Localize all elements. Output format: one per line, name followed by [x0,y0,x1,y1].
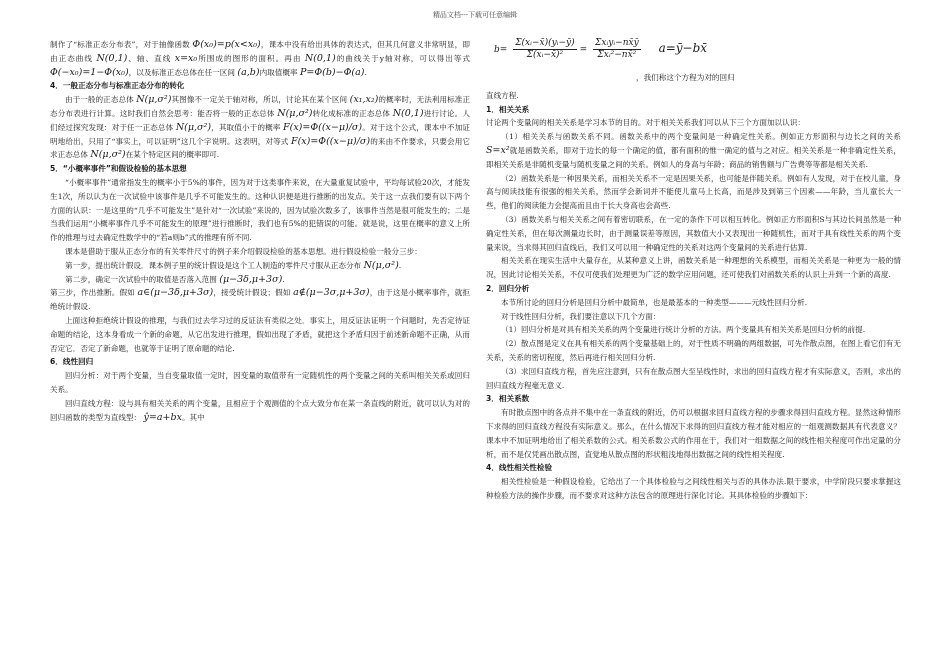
paragraph: 第三步，作出推断。假如 a∈(μ−3δ,μ+3σ)，接受统计假设；假如 a∉(μ−3σ,μ+3σ)，由于这是小概率事件，就拒绝统计假设. [50,287,471,312]
paragraph: 上面这种拒绝统计假设的推理，与我们过去学习过的反证法有类似之处．事实上，用反证法证明一个问题时，先否定待证命题的结论，这本身看成一个新的命题，从它出发进行推理，假如出现了矛盾，就把这个矛盾归因于前述新命题不正确，从而否定它．否定了新命题，也就等于证明了原命题的结论. [50,315,470,353]
fraction: $\frac{\text{Σxᵢyᵢ−nx̄ȳ}}{\text{Σxᵢ²−nx̄²}}$ [595,38,639,60]
paragraph: 直线方程. [486,90,519,100]
section-heading: 4．线性相关性检验 [486,463,553,473]
formula: F(x)=Φ((x−μ)/σ) [283,121,363,133]
section-heading: 1．相关关系 [486,104,530,114]
paragraph: 第二步，确定一次试验中的取值是否落入范围 (μ−3δ,μ+3σ). [65,273,285,285]
formula: N(0,1) [392,107,424,119]
formula: a=ȳ−bx̄ [658,41,708,55]
paragraph: 讨论两个变量间的相关关系是学习本节的目的。对于相关关系我们可以从下三个方面加以认识： [486,118,805,128]
formula: P=Φ(b)−Φ(a) [299,66,365,78]
section-heading: 5．“小概率事件”和假设检验的基本思想 [50,164,187,174]
paragraph: 回归直线方程：设与具有相关关系的两个变量，且相应于个观测值的个点大致分布在某一条直线的附近，就可以认为对的回归函数的类型为直线型： ŷ=a+bx。其中 [50,398,470,423]
paragraph: （1）回归分析是对具有相关关系的两个变量进行统计分析的方法。两个变量具有相关关系是回归分析的前提. [501,325,866,335]
paragraph: 制作了“标准正态分布表”，对于抽像函数 Φ(x₀)=p(x<x₀)，课本中没有给出具体的表达式，但其几何意义非常明显，即由正态曲线 N(0,1)、轴、直线 x=x₀所围成的图形的面积。再由 N(0,1)的曲线关于y轴对称，可以得出等式 Φ(−x₀)=1−Φ(x₀)，以及标准正态总体在任一区间 (a,b)内取值概率 P=Φ(b)−Φ(a). [50,39,470,78]
paragraph: 有时散点图中的各点并不集中在一条直线的附近，仍可以根据求回归直线方程的步骤求得回归直线方程。显然这种情形下求得的回归直线方程没有实际意义。那么，在什么情况下求得的回归直线方程才能对相应的一组观测数据具有代表意义？课本中不加证明地给出了相关系数的公式。相关系数公式的作用在于，我们对一组数据之间的线性相关程度可作出定量的分析，而不是仅凭画出散点图，直觉地从散点图的形状粗浅地得出数据之间的线性相关程度. [486,408,901,459]
formula: S=x² [486,144,510,156]
left-column [50,38,470,424]
section-heading: 3．相关系数 [486,394,530,404]
fraction: $\frac{\text{Σ(xᵢ−x̄)(yᵢ−ȳ)}}{\text{Σ(xᵢ−x̄)²}}$ [515,38,575,60]
paragraph: （2）散点图是定义在具有相关系的两个变量基础上的，对于性质不明确的两组数据，可先作散点图，在图上看它们有无关系，关系的密切程度，然后再进行相关回归分析. [486,339,901,362]
paragraph: 相关性检验是一种假设检验，它给出了一个具体检验与之间线性相关与否的具体办法.限于要求，中学阶段只要求掌握这种检验方法的操作步骤，而不要求对这种方法包含的原理进行深化讨论。其具体检验的步骤如下： [486,477,901,500]
paragraph: （2）函数关系是一种因果关系，而相关关系不一定是因果关系，也可能是伴随关系。例如有人发现，对于在校儿童，身高与阅读技能有很强的相关关系，然而学会新词并不能使儿童马上长高，而是涉及到第三个因素——年龄，当儿童长大一些，他们的阅读能力会提高而且由于长大身高也会高些. [486,173,901,211]
paragraph: （3）函数关系与相关关系之间有着密切联系，在一定的条件下可以相互转化。例如正方形面积S与其边长间虽然是一种确定性关系，但在每次测量边长时，由于测量误差等原因，其数值大小又表现出一种随机性，而对于具有线性关系的两个变量来说，当求得其回归直线后，我们又可以用一种确定性的关系对这两个变量间的关系进行估算. [486,214,901,252]
formula: N(μ,σ²) [175,121,212,133]
formula: x=x₀ [174,52,198,64]
paragraph: ，我们称这个方程为对的回归 [636,73,735,82]
formula: Φ(−x₀)=1−Φ(x₀) [50,66,129,78]
right-column [486,38,901,503]
paragraph: 回归分析：对于两个变量，当自变量取值一定时，因变量的取值带有一定随机性的两个变量之间的关系叫相关关系或回归关系。 [50,371,470,394]
formula: N(μ,σ²) [136,94,172,106]
paragraph: （3）求回归直线方程，首先应注意到，只有在散点图大至呈线性时，求出的回归直线方程才有实际意义，否则，求出的回归直线方程毫无意义. [486,366,901,390]
formula: N(μ,σ²) [277,107,313,119]
formula: a∉(μ−3σ,μ+3σ) [293,287,370,299]
paragraph: 课本是借助于服从正态分布的有关零件尺寸的例子来介绍假设检验的基本思想。进行假设检验一般分三步： [65,246,422,256]
formula: ŷ=a+bx [143,411,182,423]
paragraph: 对于线性回归分析，我们要注意以下几个方面： [501,311,661,321]
page-header: 精品文档---下载可任意编辑 [432,11,518,19]
formula: N(μ,σ²) [90,149,126,161]
paragraph: 由于一般的正态总体 N(μ,σ²)其图像不一定关于轴对称，所以，讨论其在某个区间 (x₁,x₂)的概率时，无法利用标准正态分布表进行计算。这时我们自然会思考：能否将一般的正态总体 N(μ,σ²)转化成标准的正态总体 N(0,1)进行讨论。人们经过探究发现：对于任一正态总体 N(μ,σ²)，其取值小于的概率 F(x)=Φ((x−μ)/σ)。对于这个公式，课本中不加证明地给出，只用了“事实上，可以证明”这几个字说明。这表明，对等式 F(x)=Φ((x−μ)/σ)的来由不作要求，只要会用它求正态总体 N(μ,σ²)在某个特定区间的概率即可. [50,94,471,161]
formula: F(x)=Φ((x−μ)/σ) [290,135,371,147]
formula: N(0,1) [96,52,128,64]
paragraph: 相关关系在现实生活中大量存在，从某种意义上讲，函数关系是一种理想的关系模型，而相关关系是一种更为一般的情况，因此讨论相关关系，不仅可使我们处理更为广泛的数学应用问题，还可使我们对函数关系的认识上升到一个新的高度. [486,256,901,280]
paragraph: “小概率事件”通常指发生的概率小于5%的事件，因为对于这类事件来说，在大量重复试验中，平均每试验20次，才能发生1次，所以认为在一次试验中该事件是几乎不可能发生的。这种认识便是进行推断的出发点。关于这一点我们要有以下两个方面的认识：一是这里的“几乎不可能发生”是针对“一次试验”来说的，因为试验次数多了，该事件当然是很可能发生的；二是当我们运用“小概率事件几乎不可能发生的原理”进行推断时，我们也有5%的犯错误的可能。就是说，这里在概率的意义上所作的推理与过去确定性数学中的“若a则b”式的推理有所不同. [50,177,470,243]
formula: (x₁,x₂) [349,94,379,106]
section-heading: 4．一般正态分布与标准正态分布的转化 [50,81,185,91]
section-heading: 2．回归分析 [486,283,530,293]
paragraph: （1）相关关系与函数关系不同。函数关系中的两个变量间是一种确定性关系。例如正方形面积与边长之间的关系 S=x²就是函数关系，即对于边长的每一个确定的值，都有面积的惟一确定的值与之对应。相关关系是一种非确定性关系，即相关关系是非随机变量与随机变量之间的关系。例如人的身高与年龄；商品的销售额与广告费等等都是相关关系. [486,132,901,169]
section-heading: 6．线性回归 [50,357,94,367]
formula: a∈(μ−3δ,μ+3σ) [137,287,214,299]
formula: (μ−3δ,μ+3σ) [219,273,283,285]
formula: N(0,1) [304,52,336,64]
paragraph: 本节所讨论的回归分析是回归分析中最简单，也是最基本的一种类型———元线性回归分析. [501,297,808,307]
regression-formula: b= $\frac{\text{Σ(xᵢ−x̄)(yᵢ−ȳ)}}{\text{Σ(xᵢ−x̄)²}}$ = $\frac{\text{Σxᵢyᵢ−nx̄ȳ}}{\text{Σxᵢ²−nx̄²}}$ a=ȳ−bx̄ [494,38,708,60]
formula: Φ(x₀)=p(x<x₀) [192,39,261,50]
paragraph: 第一步，提出统计假设．课本例子里的统计假设是这个工人制造的零件尺寸服从正态分布 N(μ,σ²). [65,259,402,271]
formula: N(μ,σ²) [363,259,399,271]
formula: (a,b) [237,66,260,78]
